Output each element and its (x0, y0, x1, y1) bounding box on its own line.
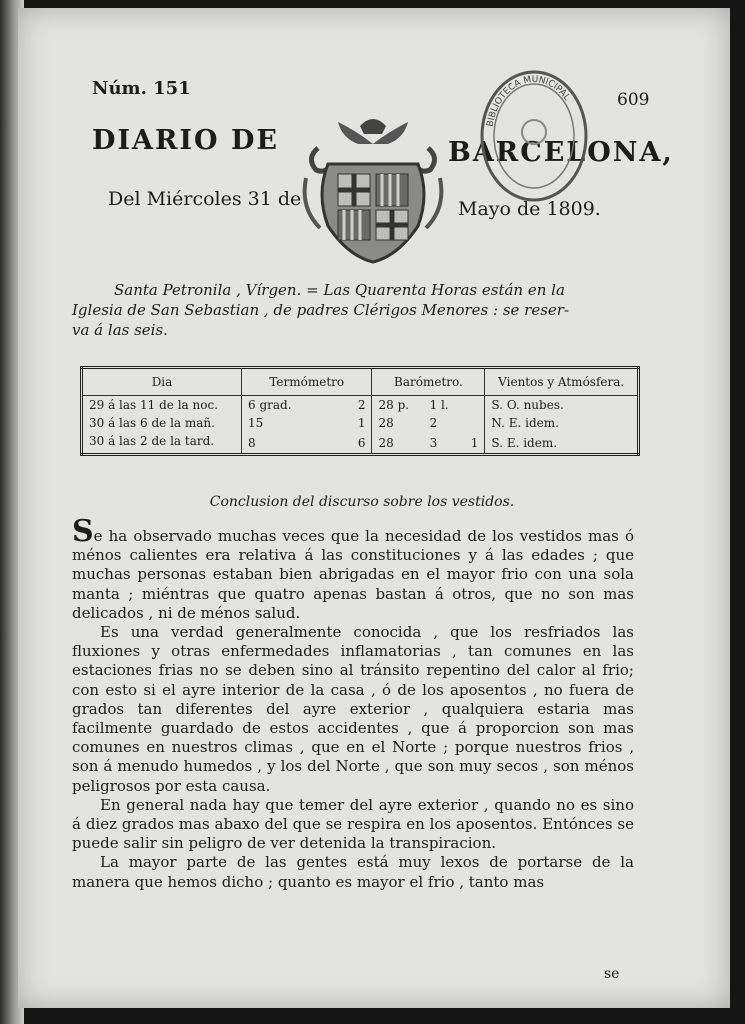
paragraph-text: e ha observado muchas veces que la necesidad de los vestidos mas ó ménos calientes era relativa á las constituciones y á las edades ; que muchas personas estaban bien abrigadas en el mayor frio con una sola manta ; miéntras que quatro apenas bastan á otros, que no son mas delicados , ni de ménos salud. (72, 527, 634, 622)
cell-vientos: S. O. nubes. (485, 396, 639, 415)
masthead-title-left: DIARIO DE (92, 125, 279, 156)
cell-baro-fraction (461, 396, 485, 415)
table-row (82, 414, 639, 432)
cell-dia: 30 á las 6 de la mañ. (89, 416, 215, 430)
drop-cap: S (72, 514, 94, 549)
notice-line-2: Iglesia de San Sebastian , de padres Clérigos Menores : se reser- (72, 301, 570, 319)
article-subtitle: Conclusion del discurso sobre los vestidos. (209, 494, 515, 510)
masthead-title-right: BARCELONA, (448, 137, 674, 168)
issue-number: Núm. 151 (92, 78, 191, 99)
table-row (82, 396, 639, 415)
header-vientos: Vientos y Atmósfera. (485, 368, 639, 396)
cell-termo: 8 (242, 432, 338, 455)
paragraph: En general nada hay que temer del ayre exterior , quando no es sino á diez grados mas abaxo del que se respira en los aposentos. Entónces se puede salir sin peligro de ver detenida la transpiracion. (72, 795, 634, 853)
cell-baro: 28 (372, 432, 424, 455)
cell-baro: 28 (372, 414, 424, 432)
svg-text:BIBLIOTECA MUNICIPAL (486, 75, 572, 128)
coat-of-arms-icon (298, 108, 448, 268)
cell-baro: 28 p. (372, 396, 424, 415)
cell-termo: 6 grad. (242, 396, 338, 415)
library-stamp-icon (478, 66, 590, 206)
header-dia: Dia (82, 368, 242, 396)
date-right: Mayo de 1809. (458, 198, 601, 220)
paragraph: La mayor parte de las gentes está muy lexos de portarse de la manera que hemos dicho ; quanto es mayor el frio , tanto mas (72, 853, 634, 891)
paragraph: Es una verdad generalmente conocida , que los resfriados las fluxiones y otras enfermedades inflamatorias , tan comunes en las estaciones frias no se deben sino al tránsito repentino del calor al frio; con esto si el ayre interior de la casa , ó de los aposentos , no fuera de grados tan diferentes del ayre exterior , qualquiera estaria mas facilmente guardado de estos accidentes , que á proporcion son mas comunes en nuestros climas , que en el Norte ; porque nuestros frios , son á menudo humedos , y los del Norte , que son muy secos , son ménos peligrosos por esta causa. (72, 623, 634, 795)
date-left: Del Miércoles 31 de (108, 188, 302, 210)
cell-dia: 30 á las 2 de la tard. (89, 434, 215, 448)
paragraph (72, 514, 634, 623)
cell-termo: 15 (242, 414, 338, 432)
header-termometro: Termómetro (242, 368, 372, 396)
stamp-text: BIBLIOTECA MUNICIPAL (485, 74, 572, 128)
cell-baro-lines: 2 (429, 416, 438, 430)
article-body (72, 514, 634, 892)
cell-dia: 29 á las 11 de la noc. (89, 398, 218, 412)
catchword: se (604, 966, 620, 982)
cell-termo-fraction: 2 (357, 398, 366, 412)
cell-termo-fraction: 6 (357, 435, 366, 450)
notice-line-1: Santa Petronila , Vírgen. = Las Quarenta Horas están en la (114, 281, 565, 299)
cell-baro-fraction (461, 414, 485, 432)
table-row (82, 432, 639, 455)
saint-notice (72, 280, 652, 340)
notice-line-3: va á las seis. (72, 321, 168, 339)
cell-termo-fraction: 1 (357, 416, 366, 430)
header-barometro: Barómetro. (372, 368, 485, 396)
weather-table (80, 366, 640, 456)
cell-baro-lines: 1 l. (429, 398, 449, 412)
cell-vientos: S. E. idem. (485, 432, 639, 455)
page-number: 609 (617, 90, 650, 110)
cell-baro-fraction: 1 (470, 435, 479, 450)
cell-vientos: N. E. idem. (485, 414, 639, 432)
cell-baro-lines: 3 (429, 435, 438, 450)
